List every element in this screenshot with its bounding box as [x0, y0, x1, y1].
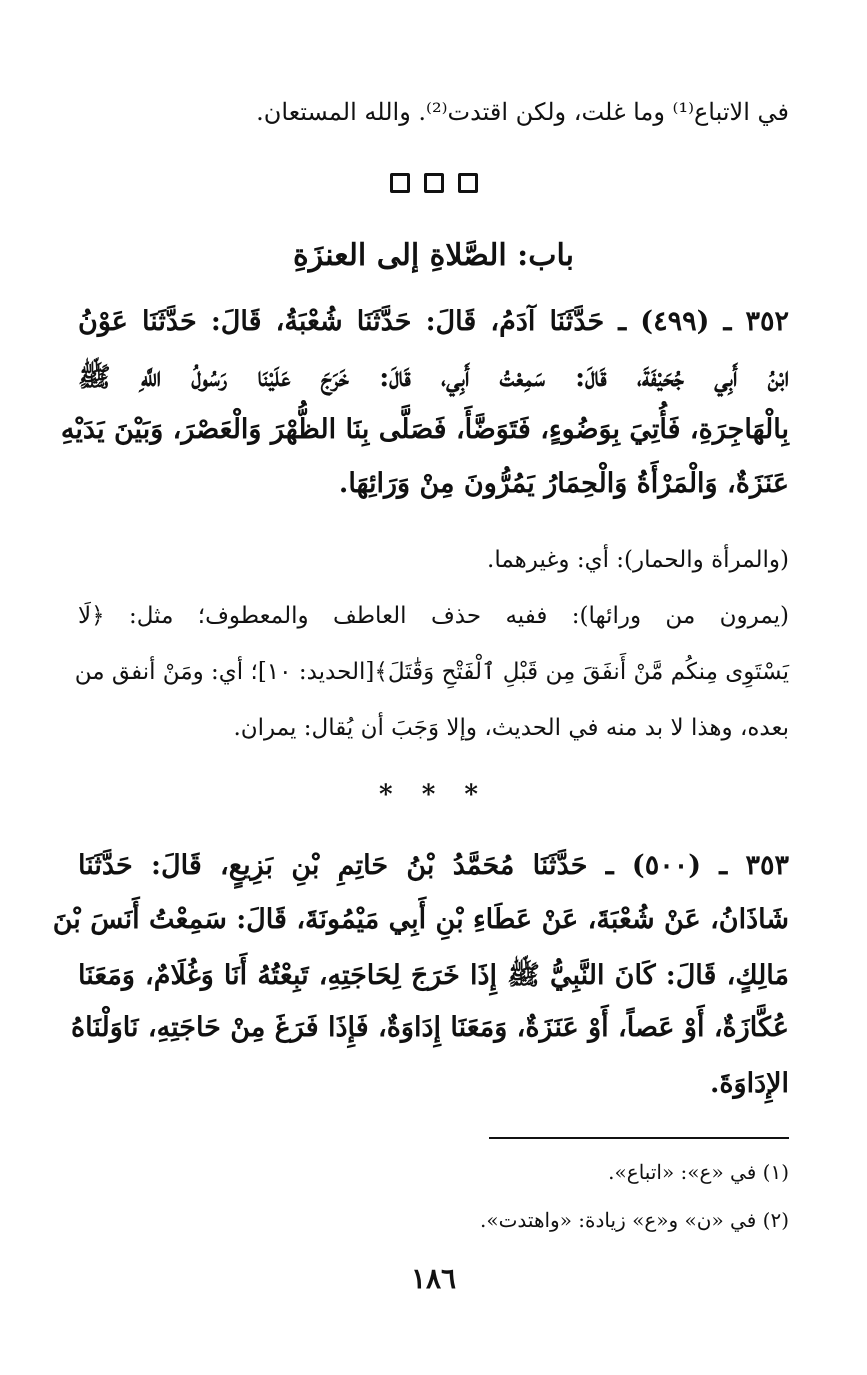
commentary-line: (والمرأة والحمار): أي: وغيرهما. [487, 547, 789, 573]
hadith-line: عَنَزَةٌ، وَالْمَرْأَةُ وَالْحِمَارُ يَمُرُّونَ مِنْ وَرَائِهَا. [338, 468, 789, 499]
hadith-line: مَالِكٍ، قَالَ: كَانَ النَّبِيُّ ﷺ إِذَا خَرَجَ لِحَاجَتِهِ، تَبِعْتُهُ أَنَا وَغُلَامٌ، وَمَعَنَا [78, 960, 789, 991]
hadith-line: شَاذَانُ، عَنْ شُعْبَةَ، عَنْ عَطَاءِ بْنِ أَبِي مَيْمُونَةَ، قَالَ: سَمِعْتُ أَنَسَ بْنَ [52, 904, 789, 935]
hadith-line: ٣٥٣ ـ (٥٠٠) ـ حَدَّثَنَا مُحَمَّدُ بْنُ حَاتِمِ بْنِ بَزِيعٍ، قَالَ: حَدَّثَنَا [78, 850, 789, 881]
separator-box-icon [390, 173, 410, 193]
commentary-line: يَسْتَوِى مِنكُم مَّنْ أَنفَقَ مِن قَبْلِ ٱلْفَتْحِ وَقَٰتَلَ﴾[الحديد: ١٠]؛ أي: ومَنْ أنفق من [74, 659, 789, 685]
hadith-line: عُكَّازَةٌ، أَوْ عَصاً، أَوْ عَنَزَةٌ، وَمَعَنَا إِدَاوَةٌ، فَإِذَا فَرَغَ مِنْ حَاجَتِهِ، نَاوَلْنَاهُ [71, 1012, 789, 1043]
page-number: ١٨٦ [410, 1262, 457, 1295]
hadith-line: ابْنُ أَبِي جُحَيْفَةَ، قَالَ: سَمِعْتُ أَبِي، قَالَ: خَرَجَ عَلَيْنَا رَسُولُ اللَّهِ ﷺ [78, 362, 789, 393]
chapter-heading: باب: الصَّلاةِ إلى العنزَةِ [292, 238, 574, 273]
hadith-line: ٣٥٢ ـ (٤٩٩) ـ حَدَّثَنَا آدَمُ، قَالَ: حَدَّثَنَا شُعْبَةُ، قَالَ: حَدَّثَنَا عَوْنُ [78, 306, 789, 337]
footnote-divider [489, 1137, 789, 1139]
section-separator [78, 173, 789, 193]
hadith-line: بِالْهَاجِرَةِ، فَأُتِيَ بِوَضُوءٍ، فَتَوَضَّأَ، فَصَلَّى بِنَا الظُّهْرَ وَالْعَصْرَ، وَبَيْنَ يَدَيْهِ [60, 414, 789, 445]
stars-separator: * * * [379, 780, 488, 810]
hadith-line: الإِدَاوَةَ. [709, 1068, 789, 1099]
footnote: (٢) في «ن» و«ع» زيادة: «واهتدت». [479, 1208, 789, 1232]
commentary-line: بعده، وهذا لا بد منه في الحديث، وإلا وَجَبَ أن يُقال: يمران. [233, 715, 789, 741]
intro-line: في الاتباع⁽¹⁾ وما غلت، ولكن اقتدت⁽²⁾. والله المستعان. [256, 98, 789, 126]
commentary-line: (يمرون من ورائها): ففيه حذف العاطف والمعطوف؛ مثل: ﴿لَا [78, 603, 789, 629]
separator-box-icon [424, 173, 444, 193]
footnote: (١) في «ع»: «اتباع». [608, 1160, 789, 1184]
separator-box-icon [458, 173, 478, 193]
